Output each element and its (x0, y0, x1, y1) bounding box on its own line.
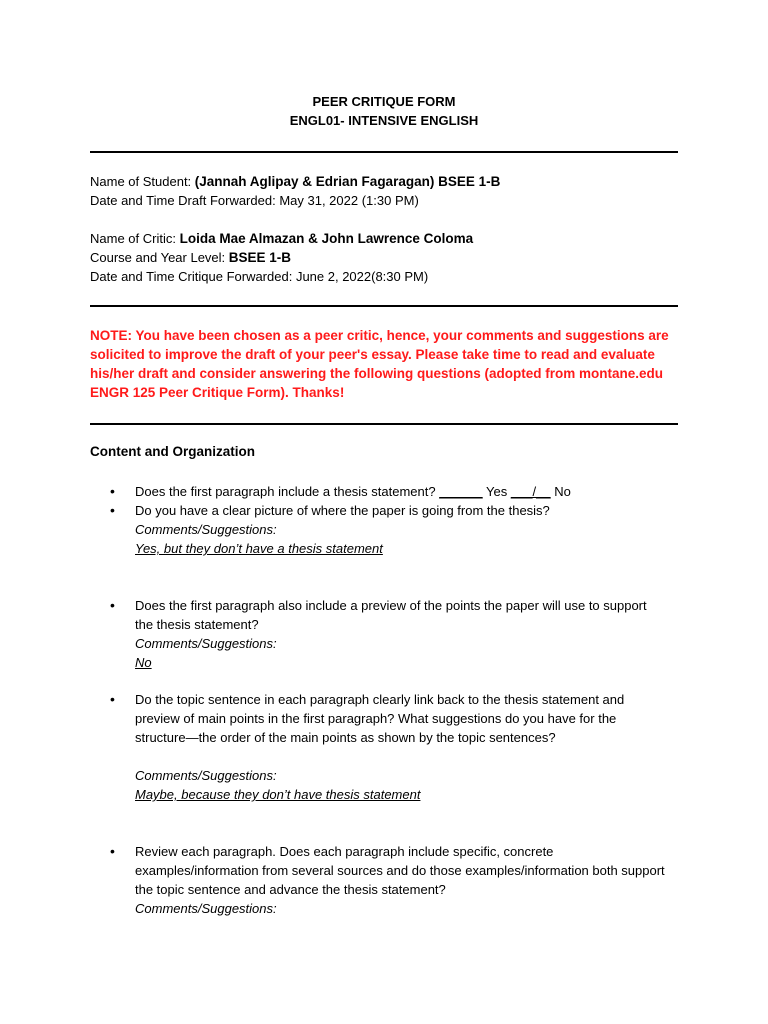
critique-date-value: June 2, 2022(8:30 PM) (295, 269, 429, 284)
bullet-icon: • (110, 597, 115, 613)
question-2 (135, 501, 665, 558)
bullet-icon: • (110, 691, 115, 707)
answer-1: Yes, but they don’t have a thesis statement (135, 541, 383, 556)
critique-date-line (90, 267, 428, 286)
divider-bottom (90, 423, 678, 425)
course-value: BSEE 1-B (228, 250, 292, 265)
course-line (90, 248, 291, 267)
question-3-text: Does the first paragraph also include a preview of the points the paper will use to support the thesis statement? (135, 598, 647, 632)
yes-blank: ______ (439, 484, 483, 499)
question-2-text: Do you have a clear picture of where the paper is going from the thesis? (135, 503, 550, 518)
student-name-label: Name of Student: (90, 174, 195, 189)
question-5 (135, 842, 665, 918)
draft-date-label: Date and Time Draft Forwarded: (90, 193, 280, 208)
comments-label: Comments/Suggestions: (135, 522, 277, 537)
draft-date-value: May 31, 2022 (1:30 PM) (279, 193, 419, 208)
question-4-text: Do the topic sentence in each paragraph clearly link back to the thesis statement and preview of main points in the first paragraph? What suggestions do you have for the structure—the order of the main points as shown by the topic sentences? (135, 692, 625, 745)
bullet-icon: • (110, 483, 115, 499)
bullet-icon: • (110, 843, 115, 859)
critic-name-value: Loida Mae Almazan & John Lawrence Coloma (179, 231, 474, 246)
divider-top (90, 151, 678, 153)
critic-name-line (90, 229, 473, 248)
question-5-text: Review each paragraph. Does each paragraph include specific, concrete examples/information from several sources and do those examples/information both support the topic sentence and advance the thesis statement? (135, 844, 665, 897)
answer-3: Maybe, because they don’t have thesis statement (135, 787, 421, 802)
instruction-note: NOTE: You have been chosen as a peer critic, hence, your comments and suggestions are solicited to improve the draft of your peer's essay. Please take time to read and evaluate his/her draft and consider answering the following questions (adopted from montane.edu ENGR 125 Peer Critique Form). Thanks! (90, 328, 669, 400)
bullet-icon: • (110, 502, 115, 518)
draft-date-line (90, 191, 419, 210)
question-1-text: Does the first paragraph include a thesis statement? (135, 484, 440, 499)
question-4 (135, 690, 665, 747)
question-3 (135, 596, 665, 672)
question-4-comments (135, 766, 665, 804)
student-name-value: (Jannah Aglipay & Edrian Fagaragan) BSEE 1-B (194, 174, 501, 189)
yes-label: Yes (482, 484, 511, 499)
divider-middle (90, 305, 678, 307)
course-label: Course and Year Level: (90, 250, 229, 265)
critic-name-label: Name of Critic: (90, 231, 180, 246)
section-heading: Content and Organization (90, 444, 255, 459)
comments-label: Comments/Suggestions: (135, 636, 277, 651)
form-title: PEER CRITIQUE FORM (312, 94, 456, 109)
no-blank: ___/__ (510, 484, 551, 499)
answer-2: No (135, 655, 152, 670)
form-subtitle: ENGL01- INTENSIVE ENGLISH (289, 113, 479, 128)
no-label: No (550, 484, 571, 499)
critique-date-label: Date and Time Critique Forwarded: (90, 269, 296, 284)
question-1 (135, 482, 665, 501)
comments-label: Comments/Suggestions: (135, 901, 277, 916)
comments-label: Comments/Suggestions: (135, 768, 277, 783)
student-name-line (90, 172, 500, 191)
